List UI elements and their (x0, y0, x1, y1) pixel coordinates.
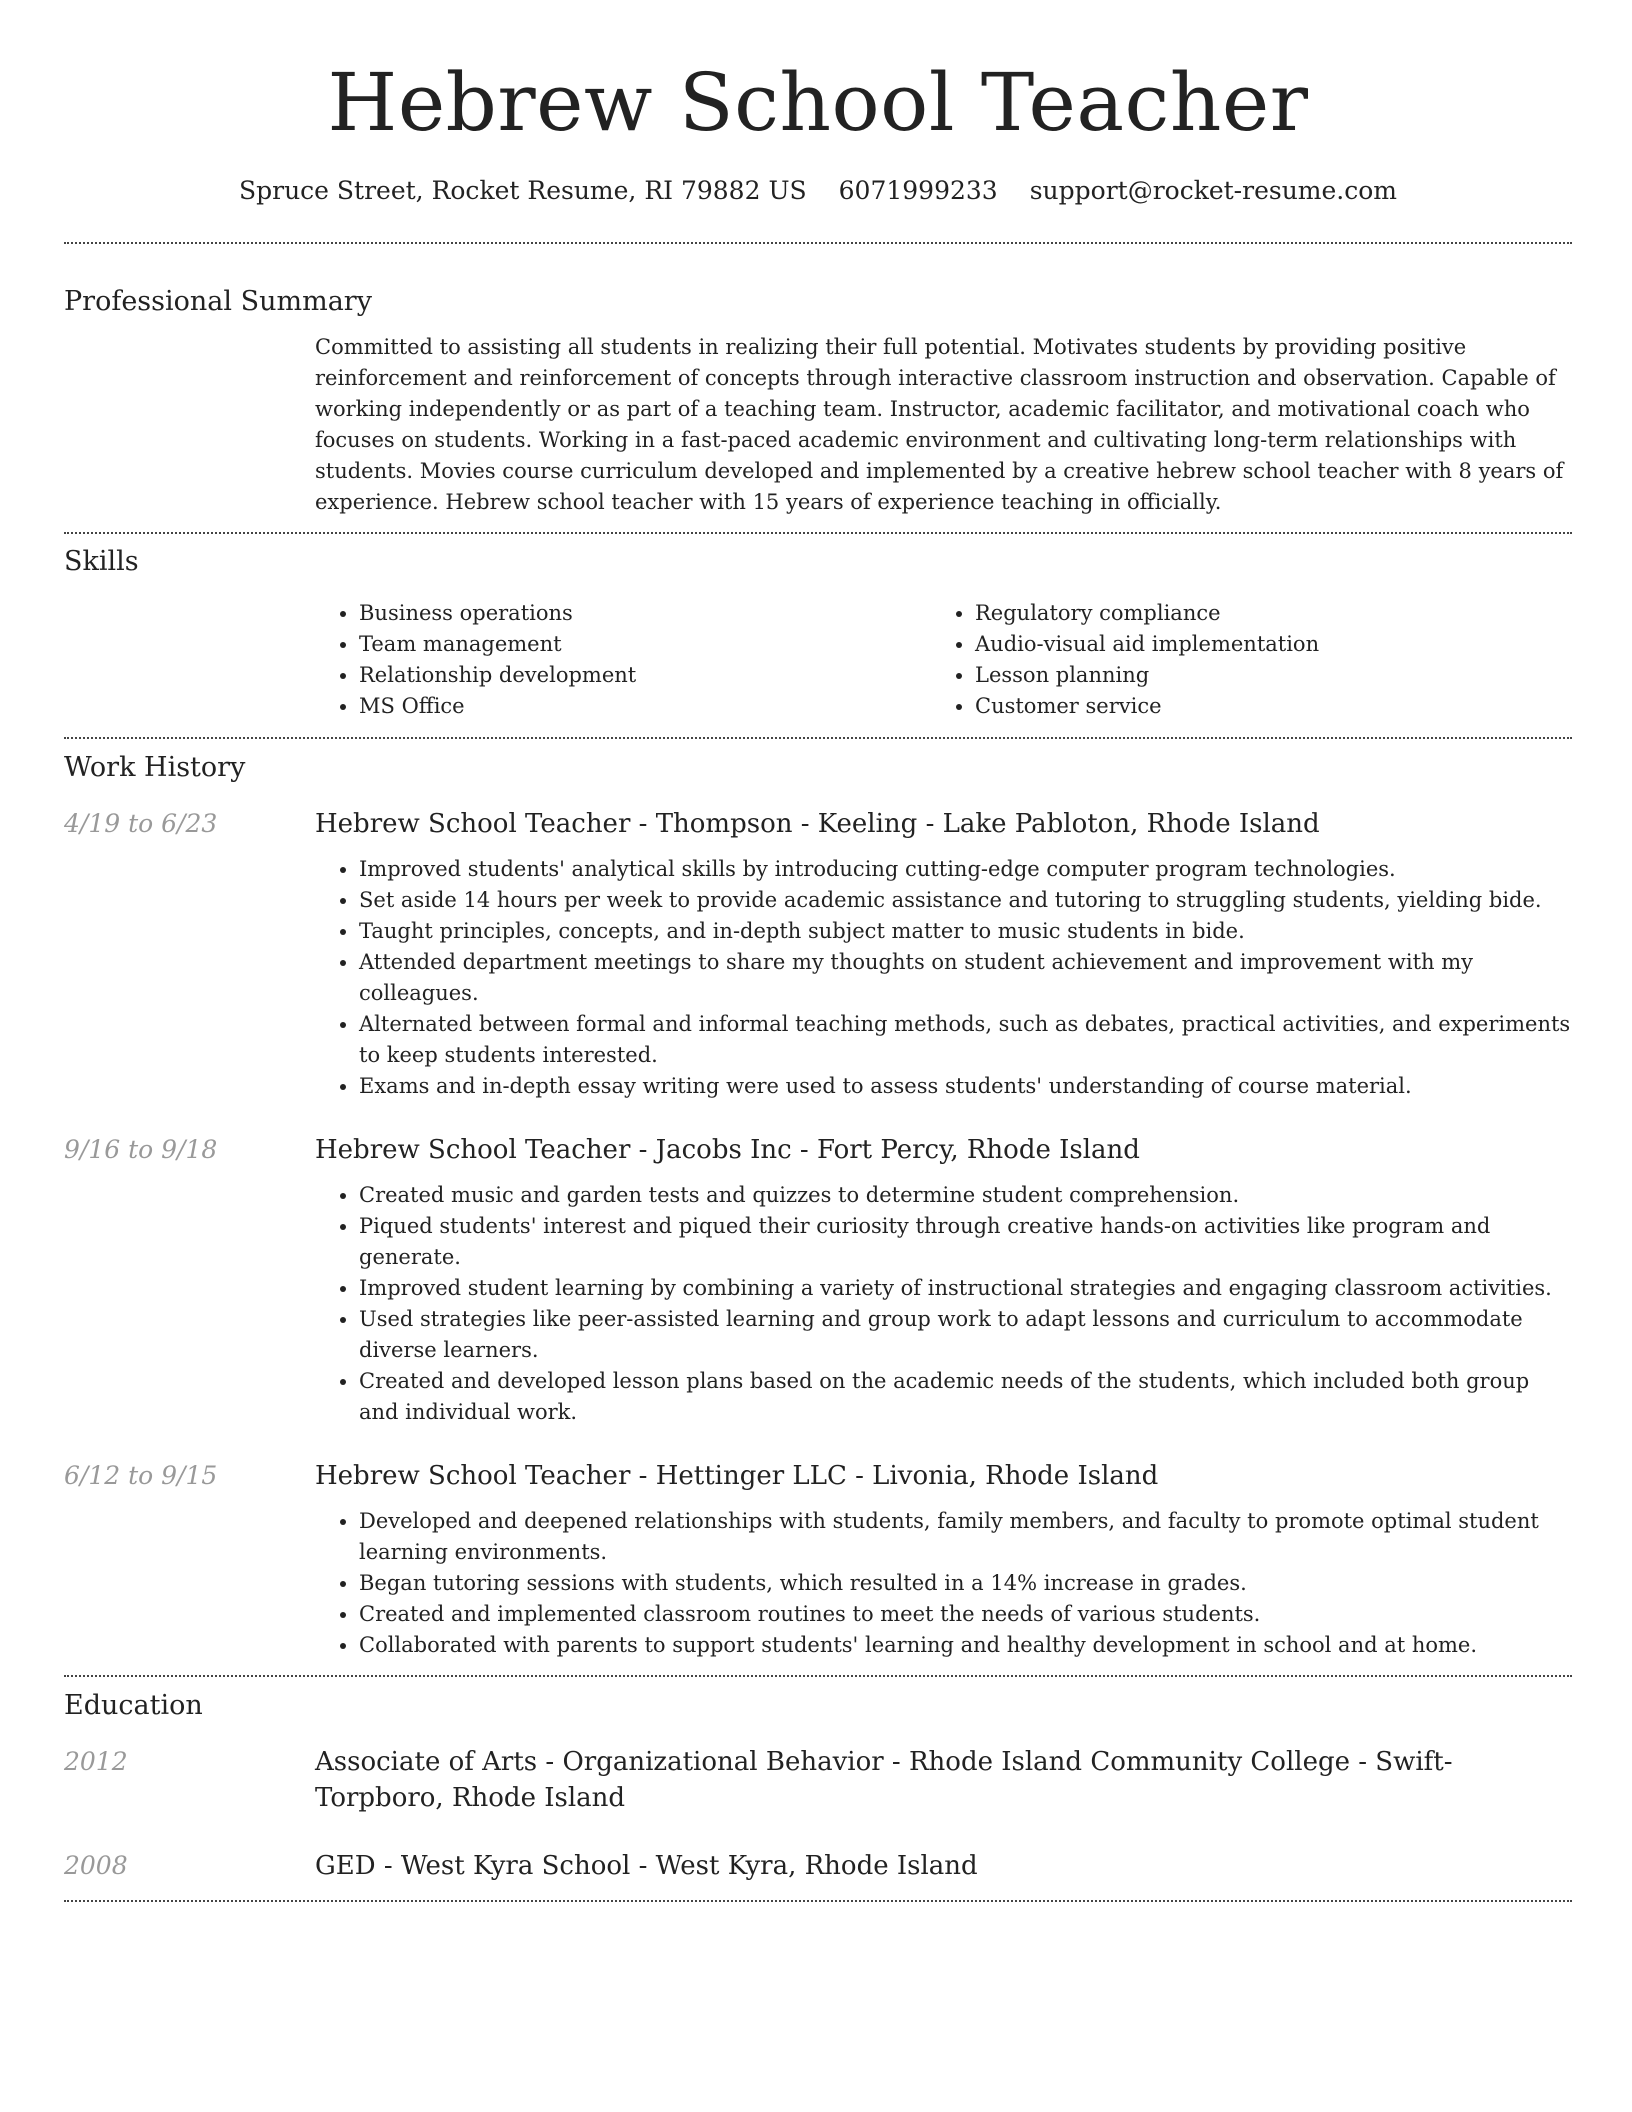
skills-list (315, 598, 1572, 722)
skills-column-left (315, 598, 931, 722)
job-bullet: • Exams and in-depth essay writing were used to assess students' understanding of course material. (359, 1071, 1572, 1102)
job-bullet: • Created and developed lesson plans based on the academic needs of the students, which included both group and individual work. (359, 1366, 1572, 1428)
skill-item: • Business operations (359, 598, 931, 629)
job-bullet: • Improved students' analytical skills by introducing cutting-edge computer program technologies. (359, 854, 1572, 885)
job-bullet: • Created music and garden tests and quizzes to determine student comprehension. (359, 1180, 1572, 1211)
skills-section (64, 544, 1572, 722)
job-title: Hebrew School Teacher - Hettinger LLC - Livonia, Rhode Island (315, 1461, 1159, 1491)
skill-item: • Regulatory compliance (975, 598, 1547, 629)
education-title: GED - West Kyra School - West Kyra, Rhode Island (315, 1851, 978, 1881)
section-divider (64, 242, 1572, 244)
contact-line (64, 174, 1572, 208)
contact-address: Spruce Street, Rocket Resume, RI 79882 US (238, 176, 807, 205)
contact-phone: 6071999233 (838, 176, 998, 205)
job-bullet: • Set aside 14 hours per week to provide academic assistance and tutoring to struggling students, yielding bide. (359, 885, 1572, 916)
section-divider (64, 1900, 1572, 1902)
job-dates: 4/19 to 6/23 (64, 809, 218, 838)
education-section (64, 1688, 1572, 1884)
contact-email: support@rocket-resume.com (1029, 176, 1398, 205)
section-divider (64, 737, 1572, 739)
education-title: Associate of Arts - Organizational Behavior - Rhode Island Community College - Swift-Torpboro, Rhode Island (315, 1747, 1453, 1813)
job-entry (64, 806, 1572, 1102)
job-title: Hebrew School Teacher - Jacobs Inc - Fort Percy, Rhode Island (315, 1135, 1140, 1165)
skill-item: • Team management (359, 629, 931, 660)
job-entry (64, 1458, 1572, 1661)
job-bullet: • Piqued students' interest and piqued their curiosity through creative hands-on activities like program and generate. (359, 1211, 1572, 1273)
job-header (64, 1458, 1572, 1494)
job-header (64, 806, 1572, 842)
job-bullet: • Began tutoring sessions with students, which resulted in a 14% increase in grades. (359, 1568, 1572, 1599)
job-bullet: • Created and implemented classroom routines to meet the needs of various students. (359, 1599, 1572, 1630)
job-bullet: • Taught principles, concepts, and in-depth subject matter to music students in bide. (359, 916, 1572, 947)
job-title: Hebrew School Teacher - Thompson - Keeling - Lake Pabloton, Rhode Island (315, 809, 1320, 839)
job-dates: 9/16 to 9/18 (64, 1135, 218, 1164)
work-history-section (64, 750, 1572, 1661)
job-dates: 6/12 to 9/15 (64, 1461, 218, 1490)
skill-item: • Customer service (975, 691, 1547, 722)
education-year: 2008 (64, 1851, 128, 1880)
work-history-heading: Work History (64, 752, 246, 783)
job-bullet: • Alternated between formal and informal teaching methods, such as debates, practical activities, and experiments to keep students interested. (359, 1009, 1572, 1071)
job-bullets (315, 1180, 1572, 1428)
job-bullet: • Collaborated with parents to support students' learning and healthy development in school and at home. (359, 1630, 1572, 1661)
job-bullet: • Improved student learning by combining a variety of instructional strategies and engaging classroom activities. (359, 1273, 1572, 1304)
job-details (315, 1180, 1572, 1428)
skill-item: • Audio-visual aid implementation (975, 629, 1547, 660)
summary-content (315, 332, 1572, 518)
job-bullet: • Used strategies like peer-assisted learning and group work to adapt lessons and curriculum to accommodate diverse learners. (359, 1304, 1572, 1366)
summary-text: Committed to assisting all students in realizing their full potential. Motivates students by providing positive reinforcement and reinforcement of concepts through interactive classroom instruction and observation. Capable of working independently or as part of a teaching team. Instructor, academic facilitator, and motivational coach who focuses on students. Working in a fast-paced academic environment and cultivating long-term relationships with students. Movies course curriculum developed and implemented by a creative hebrew school teacher with 8 years of experience. Hebrew school teacher with 15 years of experience teaching in officially. (315, 335, 1564, 514)
education-heading: Education (64, 1690, 203, 1721)
skill-item: • Lesson planning (975, 660, 1547, 691)
job-bullet: • Developed and deepened relationships with students, family members, and faculty to promote optimal student learning environments. (359, 1506, 1572, 1568)
job-bullets (315, 854, 1572, 1102)
resume-page (64, 0, 1572, 1902)
resume-name: Hebrew School Teacher (327, 56, 1309, 149)
summary-heading: Professional Summary (64, 286, 372, 317)
education-entry (64, 1848, 1572, 1884)
job-details (315, 1506, 1572, 1661)
summary-section (64, 284, 1572, 518)
education-year: 2012 (64, 1747, 128, 1776)
section-divider (64, 532, 1572, 534)
job-header (64, 1132, 1572, 1168)
job-entry (64, 1132, 1572, 1428)
education-entry (64, 1744, 1572, 1816)
skills-column-right (931, 598, 1547, 722)
skills-heading: Skills (64, 546, 139, 577)
skill-item: • MS Office (359, 691, 931, 722)
skill-item: • Relationship development (359, 660, 931, 691)
job-bullet: • Attended department meetings to share my thoughts on student achievement and improvement with my colleagues. (359, 947, 1572, 1009)
job-details (315, 854, 1572, 1102)
job-bullets (315, 1506, 1572, 1661)
section-divider (64, 1675, 1572, 1677)
